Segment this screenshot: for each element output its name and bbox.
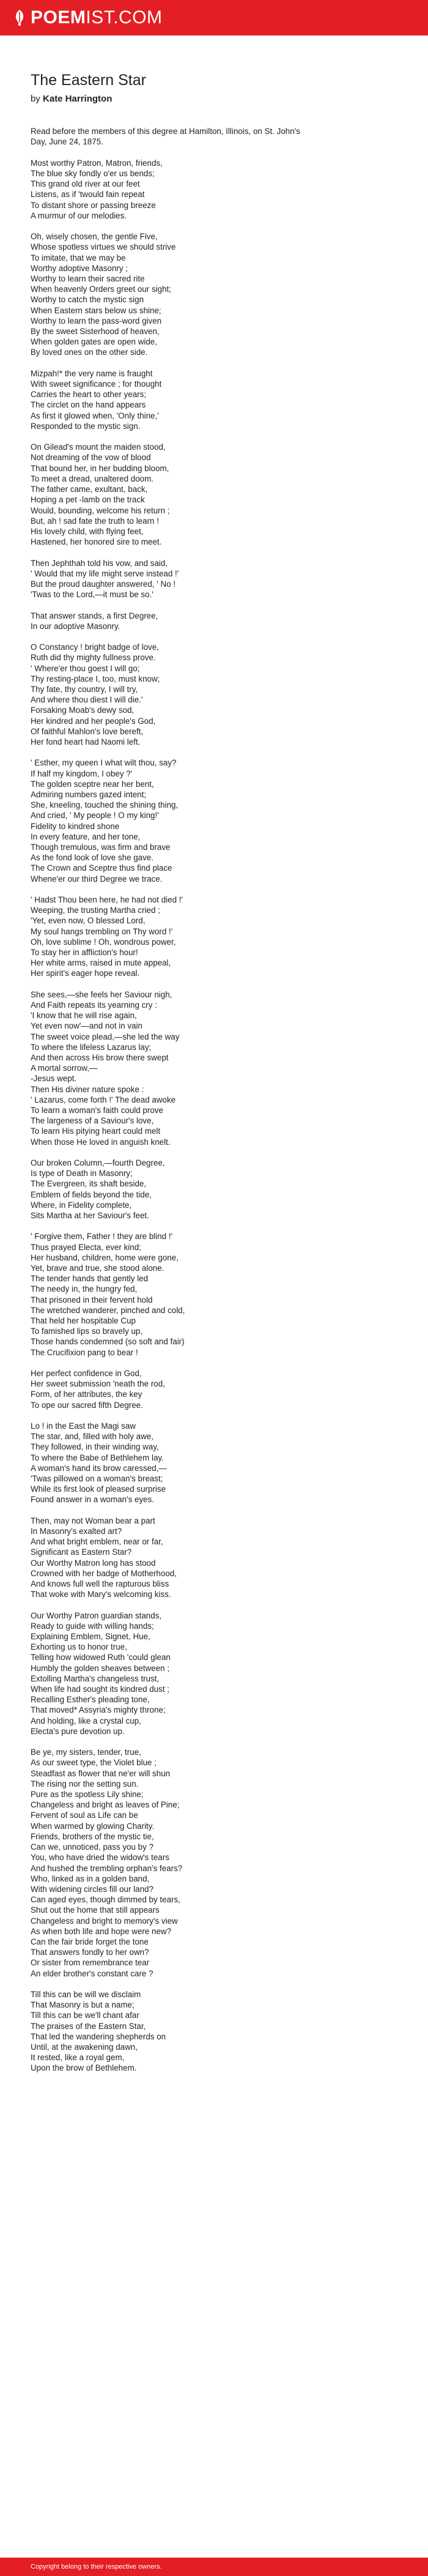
poem-line: The star, and, filled with holy awe,: [31, 1432, 153, 1442]
poem-line: That Masonry is but a name;: [31, 2000, 135, 2010]
poem-line: Crowned with her badge of Motherhood,: [31, 1568, 177, 1578]
stanza: [31, 231, 397, 357]
poem-line: In our adoptive Masonry.: [31, 621, 120, 631]
poem-line: Would, bounding, welcome his return ;: [31, 505, 170, 515]
poem-line: Worthy to learn their sacred rite: [31, 274, 145, 284]
poem-line: If half my kingdom, I obey ?': [31, 769, 133, 778]
poem-line: To imitate, that we may be: [31, 253, 126, 262]
poem-line: Carries the heart to other years;: [31, 390, 147, 400]
poem-line: Thy resting-place I, too, must know;: [31, 674, 160, 683]
poem-line: ' Esther, my queen I what wilt thou, say?: [31, 758, 177, 768]
poem-line: The circlet on the hand appears: [31, 400, 146, 410]
poem-line: Not dreaming of the vow of blood: [31, 453, 151, 463]
poem-line: Oh, love sublime ! Oh, wondrous power,: [31, 937, 176, 947]
poem-line: Can we, unnoticed, pass you by ?: [31, 1842, 153, 1852]
poem-line: That woke with Mary's welcoming kiss.: [31, 1590, 171, 1599]
poem-line: Humbly the golden sheaves between ;: [31, 1663, 170, 1673]
poem-line: Explaining Emblem, Signet, Hue,: [31, 1632, 150, 1642]
poem-line: And holding, like a crystal cup,: [31, 1716, 141, 1725]
poem-line: Day, June 24, 1875.: [31, 137, 103, 147]
poem-line: Significant as Eastern Star?: [31, 1547, 132, 1557]
poem-line: To stay her in affliction's hour!: [31, 947, 138, 957]
poem-line: The rising nor the setting sun.: [31, 1779, 139, 1789]
poem-line: Her white arms, raised in mute appeal,: [31, 958, 171, 968]
poem-line: The largeness of a Saviour's love,: [31, 1116, 154, 1126]
poem-line: Whose spotless virtues we should strive: [31, 242, 176, 252]
poem-title: The Eastern Star: [31, 72, 146, 89]
poem-line: Most worthy Patron, Matron, friends,: [31, 158, 163, 168]
stanza: [31, 1989, 397, 2074]
poem-line: Ready to guide with willing hands;: [31, 1621, 154, 1631]
poem-line: And then across His brow there swept: [31, 1052, 169, 1062]
poem-line: Whene'er our third Degree we trace.: [31, 874, 163, 884]
poem-line: That held her hospitable Cup: [31, 1316, 136, 1326]
poem-line: And where thou diest I will die.': [31, 695, 143, 705]
poem-line: Then His diviner nature spoke :: [31, 1084, 144, 1094]
stanza: [31, 1516, 397, 1600]
poem-line: That answer stands, a first Degree,: [31, 611, 158, 620]
poem-line: As when both life and hope were new?: [31, 1926, 172, 1936]
poem-line: To distant shore or passing breeze: [31, 200, 156, 210]
poem-line: Our Worthy Matron long has stood: [31, 1558, 156, 1568]
poem-line: Upon the brow of Bethlehem.: [31, 2063, 137, 2073]
poem-line: 'Twas pillowed on a woman's breast;: [31, 1474, 163, 1484]
stanza: [31, 611, 397, 631]
poem-line: And hushed the trembling orphan's fears?: [31, 1863, 183, 1873]
stanza: [31, 989, 397, 1147]
poem-line: When life had sought its kindred dust ;: [31, 1684, 170, 1694]
stanza: [31, 895, 397, 979]
copyright-text: Copyright belong to their respective owners.: [31, 2563, 162, 2570]
poem-line: They followed, in their winding way,: [31, 1442, 159, 1452]
poem-line: A murmur of our melodies.: [31, 210, 127, 220]
poem-line: The wretched wanderer, pinched and cold,: [31, 1305, 185, 1315]
poem-line: But the proud daughter answered, ' No !: [31, 579, 176, 589]
logo-light-text: IST.COM: [86, 7, 163, 28]
poem-line: This grand old river at our feet: [31, 179, 140, 189]
poem-line: His lovely child, with flying feet,: [31, 526, 144, 536]
poem-line: Who, linked as in a golden band,: [31, 1874, 150, 1883]
poem-line: And what bright emblem, near or far,: [31, 1537, 163, 1547]
poem-line: Steadfast as flower that ne'er will shun: [31, 1768, 171, 1778]
poem-line: She sees,—she feels her Saviour nigh,: [31, 989, 172, 999]
poem-line: The blue sky fondly o'er us bends;: [31, 169, 155, 179]
poem-line: The sweet voice plead,—she led the way: [31, 1032, 180, 1041]
poem-line: Listens, as if 'twould fain repeat: [31, 190, 145, 199]
poem-line: Changeless and bright to memory's view: [31, 1916, 178, 1926]
poem-line: When those He loved in anguish knelt.: [31, 1137, 171, 1147]
poem-line: Until, at the awakening dawn,: [31, 2042, 138, 2052]
stanza: [31, 758, 397, 884]
poem-line: Found answer in a woman's eyes.: [31, 1495, 155, 1505]
logo-bold-text: POEM: [31, 7, 86, 28]
poem-line: 'I know that he will rise again,: [31, 1011, 137, 1021]
poem-line: ' Would that my life might serve instead !': [31, 568, 179, 578]
poem-line: Pure as the spotless Lily shine;: [31, 1790, 144, 1800]
site-logo[interactable]: [13, 9, 163, 27]
poem-line: Her kindred and her people's God,: [31, 716, 156, 726]
quill-icon: [13, 9, 26, 26]
poem-line: The Crown and Sceptre thus find place: [31, 863, 172, 873]
poem-line: Responded to the mystic sign.: [31, 421, 141, 431]
poem-line: Our broken Column,—fourth Degree,: [31, 1158, 165, 1167]
poem-line: ' Where'er thou goest I will go;: [31, 663, 140, 673]
poem-line: Our Worthy Patron guardian stands,: [31, 1610, 162, 1620]
poem-line: To learn His pitying heart could melt: [31, 1126, 161, 1136]
poem-line: On Gilead's mount the maiden stood,: [31, 442, 166, 452]
poem-line: To where the Babe of Bethlehem lay.: [31, 1453, 164, 1462]
poem-line: As the fond look of love she gave.: [31, 853, 153, 863]
poem-line: Is type of Death in Masonry;: [31, 1169, 133, 1178]
poem-line: In Masonry's exalted art?: [31, 1527, 122, 1536]
poem-line: To learn a woman's faith could prove: [31, 1105, 163, 1115]
poem-line: When heavenly Orders greet our sight;: [31, 285, 171, 294]
poem-line: The golden sceptre near her bent,: [31, 779, 154, 789]
poem-line: An elder brother's constant care ?: [31, 1968, 153, 1978]
poem-line: Though tremulous, was firm and brave: [31, 842, 171, 852]
stanza: [31, 1158, 397, 1221]
poem-line: Weeping, the trusting Martha cried ;: [31, 906, 160, 915]
poem-line: As our sweet type, the Violet blue ;: [31, 1758, 157, 1768]
poem-line: O Constancy ! bright badge of love,: [31, 642, 159, 652]
poem-line: And knows full well the rapturous bliss: [31, 1579, 169, 1589]
poem-line: That answers fondly to her own?: [31, 1948, 149, 1957]
poem-line: By the sweet Sisterhood of heaven,: [31, 327, 160, 337]
poem-line: And cried, ' My people ! O my king!': [31, 811, 159, 821]
poem-line: That prisoned in their fervent hold: [31, 1295, 153, 1305]
stanza: [31, 126, 397, 147]
poem-line: ' Hadst Thou been here, he had not died !': [31, 895, 183, 904]
stanza: [31, 1747, 397, 1978]
poem-line: To meet a dread, unaltered doom.: [31, 474, 153, 483]
poem-line: To famished lips so bravely up,: [31, 1327, 143, 1336]
poem-line: That bound her, in her budding bloom,: [31, 463, 169, 473]
poem-line: That led the wandering shepherds on: [31, 2031, 166, 2041]
poem-line: Yet even now'—and not in vain: [31, 1021, 142, 1031]
poem-line: Oh, wisely chosen, the gentle Five,: [31, 232, 158, 242]
poem-line: ' Forgive them, Father ! they are blind !': [31, 1232, 173, 1241]
stanza: [31, 368, 397, 431]
poem-line: Yet, brave and true, she stood alone.: [31, 1264, 164, 1273]
poem-line: The tender hands that gently led: [31, 1274, 149, 1284]
poem-line: Till this can be we'll chant afar: [31, 2011, 139, 2020]
poem-line: Lo ! in the East the Magi saw: [31, 1421, 136, 1431]
poem-line: Her perfect confidence in God,: [31, 1369, 142, 1379]
poem-line: Electa's pure devotion up.: [31, 1726, 125, 1736]
poem-line: Changeless and bright as leaves of Pine;: [31, 1800, 180, 1810]
poem-line: Those hands condemned (so soft and fair): [31, 1337, 185, 1347]
poem-line: Then, may not Woman bear a part: [31, 1516, 155, 1525]
poem-line: Worthy adoptive Masonry ;: [31, 263, 128, 273]
poem-line: But, ah ! sad fate the truth to learn !: [31, 516, 159, 526]
poem-line: Forsaking Moab's dewy sod,: [31, 705, 135, 715]
stanza: [31, 158, 397, 221]
poem-line: Her husband, children, home were gone,: [31, 1253, 179, 1262]
poem-line: To where the lifeless Lazarus lay;: [31, 1042, 152, 1052]
stanza: [31, 442, 397, 547]
poem-line: Can the fair bride forget the tone: [31, 1937, 149, 1946]
poem-line: Hastened, her honored sire to meet.: [31, 537, 162, 547]
poem-line: Recalling Esther's pleading tone,: [31, 1695, 150, 1705]
poem-line: And Faith repeats its yearning cry :: [31, 1000, 157, 1010]
poem-line: With widening circles fill our land?: [31, 1884, 153, 1894]
poem-line: Thus prayed Electa, ever kind;: [31, 1242, 141, 1252]
site-header: [0, 0, 428, 35]
poem-line: A mortal sorrow,—: [31, 1063, 98, 1073]
poem-line: ' Lazarus, come forth !' The dead awoke: [31, 1095, 176, 1104]
poem-line: Of faithful Mahlon's love bereft,: [31, 726, 144, 736]
stanza: [31, 1610, 397, 1737]
poem-line: Emblem of fields beyond the tide,: [31, 1189, 152, 1199]
poem-line: Worthy to catch the mystic sign: [31, 295, 144, 305]
byline-prefix: by: [31, 94, 43, 105]
poem-line: 'Yet, even now, O blessed Lord,: [31, 916, 146, 926]
poem-line: Fervent of soul as Life can be: [31, 1811, 138, 1820]
poem-line: Her sweet submission 'neath the rod,: [31, 1379, 165, 1389]
poem-line: She, kneeling, touched the shining thing,: [31, 800, 179, 810]
poem-line: When Eastern stars below us shine;: [31, 305, 161, 315]
poem-line: By loved ones on the other side.: [31, 348, 148, 357]
stanza: [31, 1421, 397, 1505]
poem-line: Her spirit's eager hope reveal.: [31, 969, 140, 978]
byline: [31, 94, 397, 104]
poem-line: Then Jephthah told his vow, and said,: [31, 558, 168, 568]
poem-line: To ope our sacred fifth Degree.: [31, 1400, 143, 1410]
poem-line: Friends, brothers of the mystic tie,: [31, 1831, 154, 1841]
stanza: [31, 1231, 397, 1357]
poem-line: The praises of the Eastern Star,: [31, 2021, 146, 2031]
poem-line: Be ye, my sisters, tender, true,: [31, 1748, 141, 1757]
poem-body: [31, 126, 397, 2073]
poem-line: Telling how widowed Ruth 'could glean: [31, 1653, 171, 1662]
author-link[interactable]: Kate Harrington: [43, 94, 113, 105]
poem-line: You, who have dried the widow's tears: [31, 1853, 169, 1863]
poem-line: Can aged eyes, though dimmed by tears,: [31, 1895, 180, 1905]
poem-line: Read before the members of this degree at Hamilton, Illinois, on St. John's: [31, 127, 300, 136]
poem-line: The needy in, the hungry fed,: [31, 1284, 138, 1294]
poem-line: Extolling Martha's changeless trust,: [31, 1673, 160, 1683]
poem-line: Exhorting us to honor true,: [31, 1642, 127, 1652]
poem-line: Sits Martha at her Saviour's feet.: [31, 1211, 149, 1220]
poem-line: That moved* Assyria's mighty throne;: [31, 1705, 166, 1715]
poem-line: With sweet significance ; for thought: [31, 379, 162, 389]
poem-line: The Crucifixion pang to bear !: [31, 1347, 138, 1357]
poem-line: Or sister from remembrance tear: [31, 1958, 150, 1968]
poem-line: The father came, exultant, back,: [31, 485, 148, 494]
poem-line: Mizpah!* the very name is fraught: [31, 368, 153, 378]
poem-line: As first it glowed when, 'Only thine,': [31, 411, 159, 420]
poem-line: Till this can be will we disclaim: [31, 1989, 141, 1999]
stanza: [31, 1368, 397, 1410]
poem-line: While its first look of pleased surprise: [31, 1484, 166, 1494]
poem-line: The Evergreen, its shaft beside,: [31, 1179, 147, 1189]
poem-line: Thy fate, thy country, I will try,: [31, 684, 138, 694]
poem-line: Admiring numbers gazed intent;: [31, 789, 147, 799]
poem-line: Shut out the home that still appears: [31, 1905, 160, 1915]
poem-line: Form, of her attributes, the key: [31, 1390, 142, 1399]
stanza: [31, 558, 397, 600]
poem-line: When warmed by glowing Charity.: [31, 1821, 155, 1831]
site-footer: [0, 2558, 428, 2576]
stanza: [31, 642, 397, 747]
poem-line: 'Twas to the Lord,—it must be so.': [31, 590, 153, 600]
main-content: [0, 35, 428, 2074]
poem-line: Her fond heart had Naomi left.: [31, 737, 141, 746]
poem-line: My soul hangs trembling on Thy word !': [31, 926, 173, 936]
poem-line: Where, in Fidelity complete,: [31, 1200, 132, 1210]
poem-line: It rested, like a royal gem,: [31, 2053, 125, 2063]
poem-line: Worthy to learn the pass-word given: [31, 316, 162, 326]
poem-line: A woman's hand its brow caressed,—: [31, 1463, 167, 1473]
poem-line: In every feature, and her tone,: [31, 832, 141, 841]
poem-line: Hoping a pet -lamb on the track: [31, 495, 145, 505]
poem-line: When golden gates are open wide,: [31, 337, 157, 347]
poem-line: -Jesus wept.: [31, 1074, 77, 1084]
poem-line: Fidelity to kindred shone: [31, 821, 120, 831]
poem-line: Ruth did thy mighty fullness prove.: [31, 653, 156, 663]
